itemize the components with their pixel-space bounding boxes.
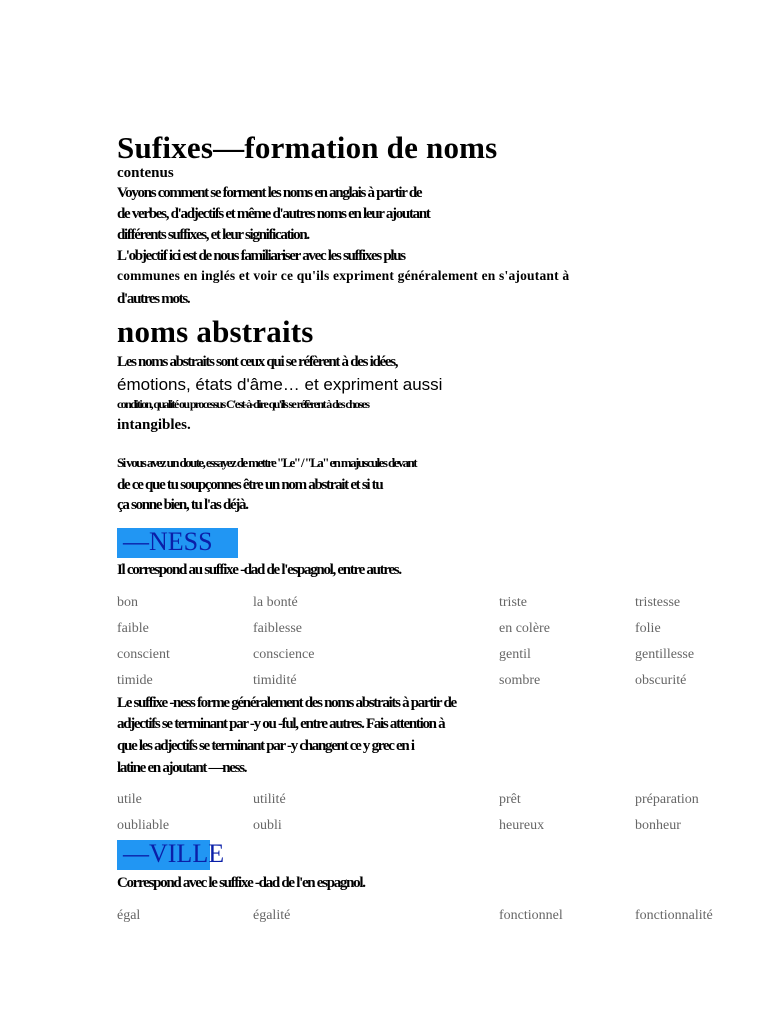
- table-cell: conscience: [253, 647, 315, 662]
- suffix-label-ness: —NESS: [123, 527, 213, 556]
- abstract-line: ça sonne bien, tu l'as déjà.: [117, 497, 248, 513]
- abstract-line: condition, qualité ou processus C'est-à-dire qu'ils se réfèrent à des choses: [117, 397, 369, 411]
- table-cell: fonctionnalité: [635, 908, 713, 923]
- abstract-line: de ce que tu soupçonnes être un nom abstrait et si tu: [117, 477, 383, 493]
- table-cell: la bonté: [253, 595, 298, 610]
- table-cell: faible: [117, 621, 149, 636]
- table-cell: gentil: [499, 647, 531, 662]
- table-cell: en colère: [499, 621, 550, 636]
- suffix-description: Il correspond au suffixe -dad de l'espagnol, entre autres.: [117, 562, 401, 578]
- table-cell: égal: [117, 908, 141, 923]
- ness-note-line: latine en ajoutant —ness.: [117, 760, 247, 776]
- table-cell: bonheur: [635, 818, 681, 833]
- table-cell: prêt: [499, 792, 521, 807]
- table-cell: heureux: [499, 818, 545, 833]
- table-cell: oubliable: [117, 818, 170, 833]
- table-cell: utilité: [253, 792, 286, 807]
- intro-line: communes en inglés et voir ce qu'ils expriment généralement en s'ajoutant à: [117, 268, 570, 283]
- abstract-line: intangibles.: [117, 417, 191, 433]
- table-cell: gentillesse: [635, 647, 695, 662]
- suffix-description: Correspond avec le suffixe -dad de l'en espagnol.: [117, 875, 365, 891]
- table-cell: bon: [117, 595, 138, 610]
- ness-note-line: que les adjectifs se terminant par -y changent ce y grec en i: [117, 738, 414, 754]
- intro-line: différents suffixes, et leur signification.: [117, 227, 309, 243]
- table-cell: fonctionnel: [499, 908, 563, 923]
- table-cell: obscurité: [635, 673, 687, 688]
- table-cell: triste: [499, 595, 527, 610]
- abstract-line: Les noms abstraits sont ceux qui se réfèrent à des idées,: [117, 354, 398, 370]
- table-cell: égalité: [253, 908, 291, 923]
- suffix-label-ville: —VILLE: [123, 839, 225, 868]
- contents-label: contenus: [117, 165, 174, 181]
- ness-note-line: adjectifs se terminant par -y ou -ful, entre autres. Fais attention à: [117, 716, 445, 732]
- table-cell: conscient: [117, 647, 170, 662]
- abstract-line: émotions, états d'âme… et expriment aussi: [117, 375, 443, 394]
- table-cell: folie: [635, 621, 661, 636]
- table-cell: timidité: [253, 673, 297, 688]
- section-heading: noms abstraits: [117, 314, 314, 349]
- table-cell: préparation: [635, 792, 699, 807]
- table-cell: timide: [117, 673, 153, 688]
- intro-line: Voyons comment se forment les noms en anglais à partir de: [117, 185, 422, 201]
- abstract-line: Si vous avez un doute, essayez de mettre "Le" / "La" en majuscules devant: [117, 455, 416, 470]
- intro-line: d'autres mots.: [117, 291, 190, 307]
- ness-note-line: Le suffixe -ness forme généralement des noms abstraits à partir de: [117, 695, 456, 711]
- table-cell: oubli: [253, 818, 282, 833]
- intro-line: de verbes, d'adjectifs et même d'autres noms en leur ajoutant: [117, 206, 430, 222]
- page-title: Sufixes—formation de noms: [117, 130, 498, 165]
- table-cell: faiblesse: [253, 621, 302, 636]
- intro-line: L'objectif ici est de nous familiariser avec les suffixes plus: [117, 248, 405, 264]
- table-cell: sombre: [499, 673, 541, 688]
- table-cell: utile: [117, 792, 142, 807]
- table-cell: tristesse: [635, 595, 681, 610]
